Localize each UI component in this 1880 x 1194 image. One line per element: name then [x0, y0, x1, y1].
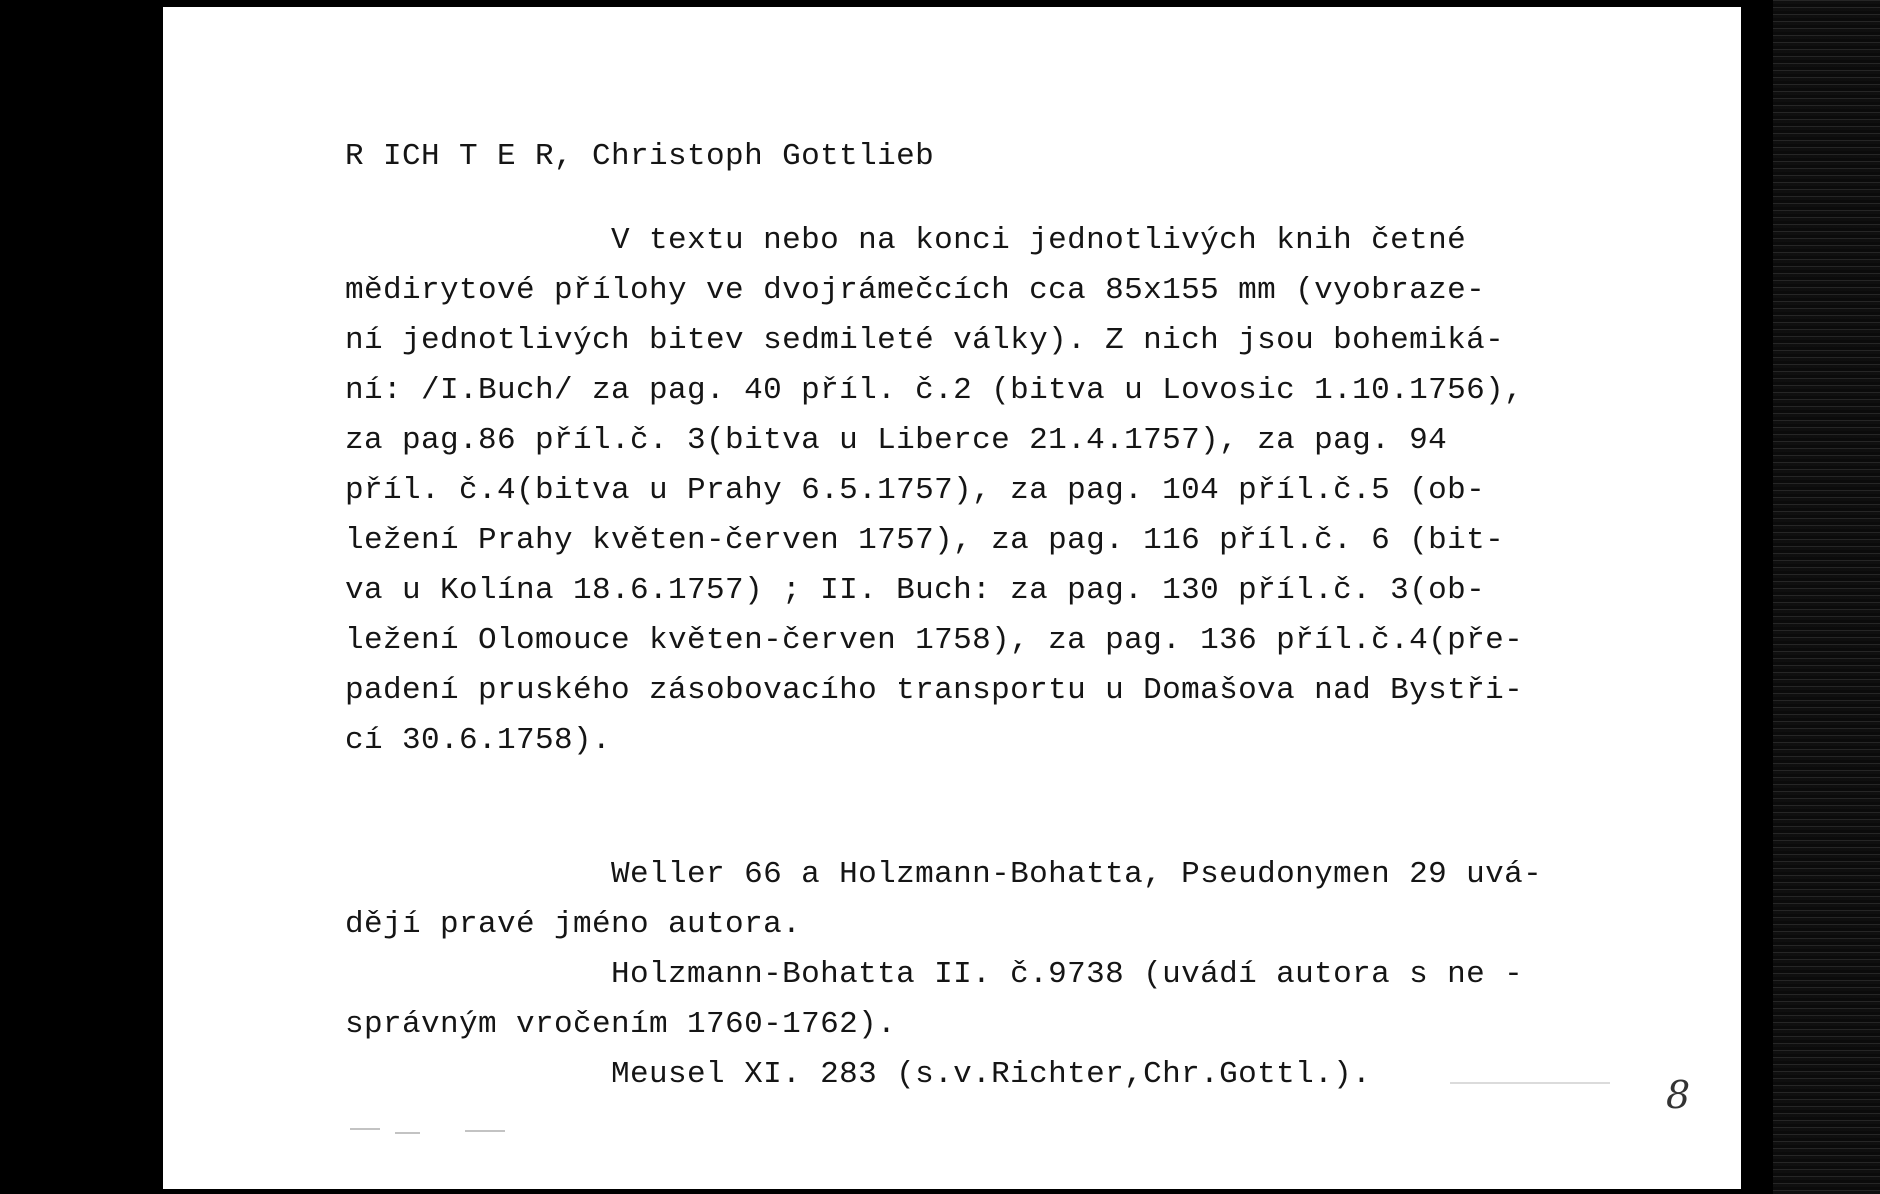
text-line: V textu nebo na konci jednotlivých knih četné: [345, 223, 1467, 258]
text-line: cí 30.6.1758).: [345, 723, 612, 758]
text-line: Meusel XI. 283 (s.v.Richter,Chr.Gottl.).: [345, 1057, 1372, 1092]
page-number: 8: [1666, 1073, 1691, 1117]
text-line: dějí pravé jméno autora.: [345, 907, 802, 942]
text-line: mědirytové přílohy ve dvojrámečcích cca 85x155 mm (vyobraze-: [345, 273, 1486, 308]
description-paragraph: [345, 216, 1523, 766]
text-line: Holzmann-Bohatta II. č.9738 (uvádí autora s ne -: [345, 957, 1524, 992]
text-line: za pag.86 příl.č. 3(bitva u Liberce 21.4.1757), za pag. 94: [345, 423, 1448, 458]
text-line: správným vročením 1760-1762).: [345, 1007, 897, 1042]
scan-speck: [395, 1132, 420, 1134]
text-line: va u Kolína 18.6.1757) ; II. Buch: za pag. 130 příl.č. 3(ob-: [345, 573, 1486, 608]
text-line: ní: /I.Buch/ za pag. 40 příl. č.2 (bitva u Lovosic 1.10.1756),: [345, 373, 1524, 408]
references-paragraph: [345, 850, 1542, 1100]
text-line: ležení Olomouce květen-červen 1758), za pag. 136 příl.č.4(pře-: [345, 623, 1524, 658]
text-line: padení pruského zásobovacího transportu u Domašova nad Bystři-: [345, 673, 1524, 708]
text-line: ležení Prahy květen-červen 1757), za pag. 116 příl.č. 6 (bit-: [345, 523, 1505, 558]
scan-speck: [465, 1130, 505, 1132]
card-heading: R ICH T E R, Christoph Gottlieb: [345, 139, 935, 174]
scan-speck: [350, 1128, 380, 1130]
text-line: příl. č.4(bitva u Prahy 6.5.1757), za pag. 104 příl.č.5 (ob-: [345, 473, 1486, 508]
text-line: Weller 66 a Holzmann-Bohatta, Pseudonymen 29 uvá-: [345, 857, 1543, 892]
film-edge: [1773, 0, 1880, 1194]
text-line: ní jednotlivých bitev sedmileté války). Z nich jsou bohemiká-: [345, 323, 1505, 358]
scan-speck: [1450, 1082, 1610, 1084]
